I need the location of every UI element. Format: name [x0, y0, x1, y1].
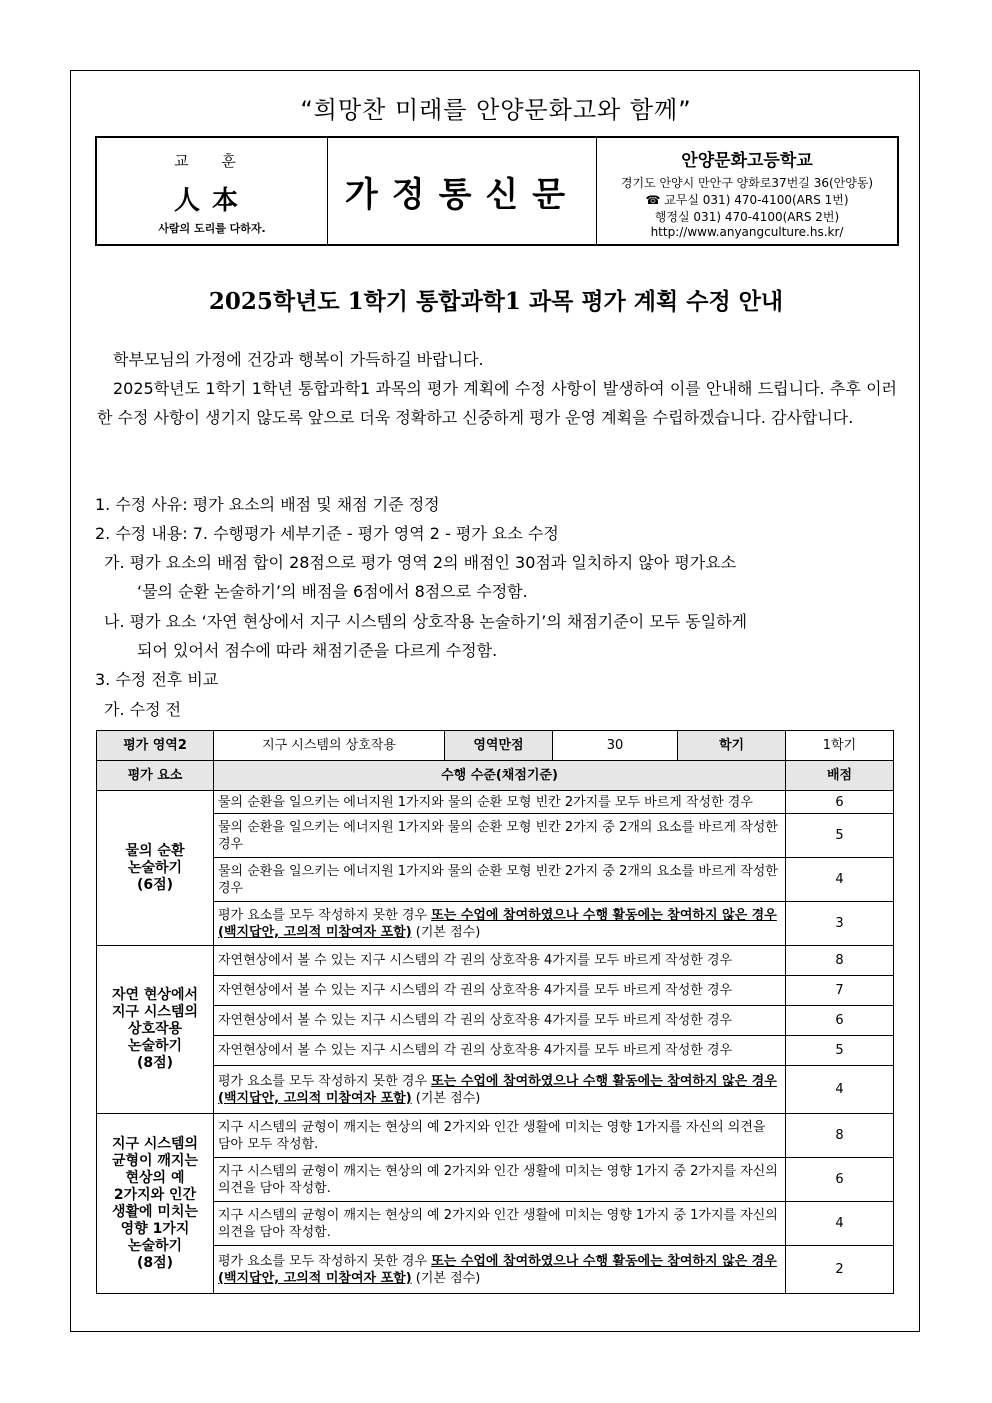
points-cell: 3	[786, 902, 894, 946]
item-3-comparison: 3. 수정 전후 비교	[95, 670, 219, 689]
table-row	[97, 946, 894, 976]
motto-label: 교 훈	[174, 152, 250, 170]
table-row	[97, 1246, 894, 1294]
school-info	[597, 138, 897, 244]
term-header: 학기	[678, 731, 786, 761]
motto-word: 人本	[173, 186, 250, 216]
teachers-office-phone: ☎ 교무실 031) 470-4100(ARS 1번)	[645, 193, 849, 207]
element-header: 평가 요소	[97, 761, 214, 791]
school-slogan: “희망찬 미래를 안양문화고와 함께”	[300, 96, 692, 124]
criteria-header: 수행 수준(채점기준)	[214, 761, 786, 791]
table-row	[97, 1158, 894, 1202]
school-address: 경기도 안양시 만안구 양화로37번길 36(안양동)	[620, 176, 874, 190]
points-cell: 2	[786, 1246, 894, 1294]
greeting-text: 학부모님의 가정에 건강과 행복이 가득하길 바랍니다.	[113, 350, 484, 369]
points-header: 배점	[786, 761, 894, 791]
school-website-link[interactable]: http://www.anyangculture.hs.kr/	[650, 225, 844, 239]
table-row	[97, 814, 894, 858]
points-cell: 8	[786, 946, 894, 976]
table-row	[97, 1036, 894, 1066]
item-2-ga-line2: ‘물의 순환 논술하기’의 배점을 6점에서 8점으로 수정함.	[137, 582, 528, 601]
table-row	[97, 1006, 894, 1036]
item-2-na-line2: 되어 있어서 점수에 따라 채점기준을 다르게 수정함.	[137, 641, 498, 660]
criteria-cell: 자연현상에서 볼 수 있는 지구 시스템의 각 권의 상호작용 4가지를 모두 바르게 작성한 경우	[214, 1006, 786, 1036]
table-row	[97, 1114, 894, 1158]
newsletter-header	[95, 136, 899, 246]
criteria-fallback-cell: 평가 요소를 모두 작성하지 못한 경우 또는 수업에 참여하였으나 수행 활동에는 참여하지 않은 경우 (백지답안, 고의적 미참여자 포함) (기본 점수)	[214, 1246, 786, 1294]
admin-office-phone: 행정실 031) 470-4100(ARS 2번)	[654, 210, 840, 224]
assessment-plan-table	[96, 730, 894, 1294]
points-cell: 6	[786, 791, 894, 814]
criteria-cell: 물의 순환을 일으키는 에너지원 1가지와 물의 순환 모형 빈칸 2가지 중 2개의 요소를 바르게 작성한 경우	[214, 858, 786, 902]
element-water-cycle: 물의 순환 논술하기 (6점)	[97, 791, 214, 946]
table-row	[97, 1202, 894, 1246]
points-cell: 5	[786, 1036, 894, 1066]
table-row	[97, 976, 894, 1006]
points-cell: 8	[786, 1114, 894, 1158]
criteria-fallback-cell: 평가 요소를 모두 작성하지 못한 경우 또는 수업에 참여하였으나 수행 활동에는 참여하지 않은 경우 (백지답안, 고의적 미참여자 포함) (기본 점수)	[214, 902, 786, 946]
table-row	[97, 1066, 894, 1114]
item-1-reason: 1. 수정 사유: 평가 요소의 배점 및 채점 기준 정정	[95, 495, 440, 514]
intro-paragraph: 2025학년도 1학기 1학년 통합과학1 과목의 평가 계획에 수정 사항이 발생하여 이를 안내해 드립니다. 추후 이러한 수정 사항이 생기지 않도록 앞으로 더욱 정확하고 신중하게 평가 운영 계획을 수립하겠습니다. 감사합니다.	[97, 379, 897, 427]
school-motto	[97, 138, 328, 244]
points-cell: 6	[786, 1006, 894, 1036]
full-score-value: 30	[553, 731, 678, 761]
points-cell: 4	[786, 1066, 894, 1114]
criteria-cell: 물의 순환을 일으키는 에너지원 1가지와 물의 순환 모형 빈칸 2가지 중 2개의 요소를 바르게 작성한 경우	[214, 814, 786, 858]
table-row	[97, 791, 894, 814]
points-cell: 7	[786, 976, 894, 1006]
table-header-row	[97, 731, 894, 761]
criteria-cell: 물의 순환을 일으키는 에너지원 1가지와 물의 순환 모형 빈칸 2가지를 모두 바르게 작성한 경우	[214, 791, 786, 814]
table-column-header-row	[97, 761, 894, 791]
motto-subtitle: 사람의 도리를 다하자.	[158, 222, 266, 235]
full-score-header: 영역만점	[445, 731, 553, 761]
criteria-cell: 자연현상에서 볼 수 있는 지구 시스템의 각 권의 상호작용 4가지를 모두 바르게 작성한 경우	[214, 976, 786, 1006]
criteria-fallback-cell: 평가 요소를 모두 작성하지 못한 경우 또는 수업에 참여하였으나 수행 활동에는 참여하지 않은 경우 (백지답안, 고의적 미참여자 포함) (기본 점수)	[214, 1066, 786, 1114]
element-earth-interaction: 자연 현상에서 지구 시스템의 상호작용 논술하기 (8점)	[97, 946, 214, 1114]
points-cell: 4	[786, 1202, 894, 1246]
area-header: 평가 영역2	[97, 731, 214, 761]
term-value: 1학기	[786, 731, 894, 761]
table-row	[97, 902, 894, 946]
points-cell: 5	[786, 814, 894, 858]
document-title: 2025학년도 1학기 통합과학1 과목 평가 계획 수정 안내	[208, 288, 784, 315]
area-name: 지구 시스템의 상호작용	[214, 731, 445, 761]
element-earth-imbalance: 지구 시스템의 균형이 깨지는 현상의 예 2가지와 인간 생활에 미치는 영향 1가지 논술하기 (8점)	[97, 1114, 214, 1294]
item-2-ga-line1: 가. 평가 요소의 배점 합이 28점으로 평가 영역 2의 배점인 30점과 일치하지 않아 평가요소	[104, 553, 737, 572]
points-cell: 6	[786, 1158, 894, 1202]
newsletter-title: 가정통신문	[328, 138, 597, 244]
criteria-cell: 지구 시스템의 균형이 깨지는 현상의 예 2가지와 인간 생활에 미치는 영향 1가지를 자신의 의견을 담아 모두 작성함.	[214, 1114, 786, 1158]
criteria-cell: 자연현상에서 볼 수 있는 지구 시스템의 각 권의 상호작용 4가지를 모두 바르게 작성한 경우	[214, 946, 786, 976]
item-3-before-label: 가. 수정 전	[104, 700, 182, 719]
criteria-cell: 지구 시스템의 균형이 깨지는 현상의 예 2가지와 인간 생활에 미치는 영향 1가지 중 1가지를 자신의 의견을 담아 작성함.	[214, 1202, 786, 1246]
table-row	[97, 858, 894, 902]
item-2-na-line1: 나. 평가 요소 ‘자연 현상에서 지구 시스템의 상호작용 논술하기’의 채점기준이 모두 동일하게	[104, 612, 748, 631]
criteria-cell: 지구 시스템의 균형이 깨지는 현상의 예 2가지와 인간 생활에 미치는 영향 1가지 중 2가지를 자신의 의견을 담아 작성함.	[214, 1158, 786, 1202]
criteria-cell: 자연현상에서 볼 수 있는 지구 시스템의 각 권의 상호작용 4가지를 모두 바르게 작성한 경우	[214, 1036, 786, 1066]
item-2-content: 2. 수정 내용: 7. 수행평가 세부기준 - 평가 영역 2 - 평가 요소 수정	[95, 524, 559, 543]
points-cell: 4	[786, 858, 894, 902]
school-name: 안양문화고등학교	[681, 151, 813, 171]
